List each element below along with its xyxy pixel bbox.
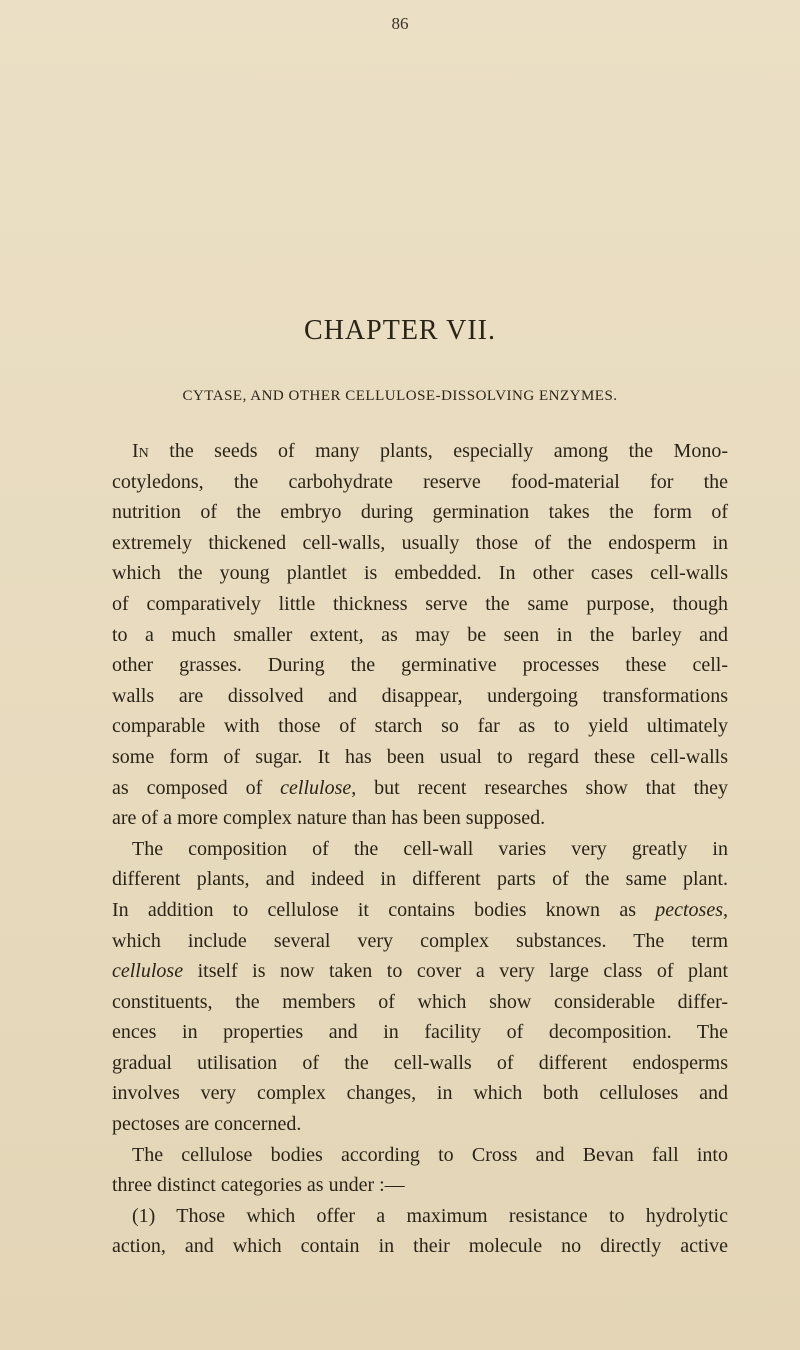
text-line: cellulose itself is now taken to cover a very large class of plant [112,960,728,983]
text-line: three distinct categories as under :— [112,1174,405,1197]
text-line: pectoses are concerned. [112,1113,302,1136]
text-line: other grasses. During the germinative processes these cell- [112,654,728,677]
italic-term: cellulose [112,960,184,983]
text-line: nutrition of the embryo during germination takes the form of [112,501,728,524]
text-line: The cellulose bodies according to Cross and Bevan fall into [132,1143,728,1166]
chapter-subtitle: CYTASE, AND OTHER CELLULOSE-DISSOLVING ENZYMES. [182,388,618,404]
text-line: are of a more complex nature than has been supposed. [112,807,546,830]
body-text [112,436,728,1262]
italic-term: pectoses [655,898,723,921]
text-line: which the young plantlet is embedded. In other cases cell-walls [112,562,728,585]
text-line: (1) Those which offer a maximum resistance to hydrolytic [132,1204,728,1227]
text-line: action, and which contain in their molecule no directly active [112,1235,728,1258]
text-line: constituents, the members of which show considerable differ- [112,990,728,1013]
text-line: ences in properties and in facility of decomposition. The [112,1021,728,1044]
text-line: walls are dissolved and disappear, undergoing transformations [112,684,728,707]
text-line: The composition of the cell-wall varies very greatly in [132,837,728,860]
chapter-heading: CHAPTER VII. [304,315,496,346]
text-line: In the seeds of many plants, especially among the Mono- [132,440,728,462]
text-line: to a much smaller extent, as may be seen in the barley and [112,623,728,646]
text-line: gradual utilisation of the cell-walls of different endosperms [112,1051,728,1074]
text-line: some form of sugar. It has been usual to regard these cell-walls [112,745,728,768]
text-line: involves very complex changes, in which both celluloses and [112,1082,728,1105]
drop-lead-word: In [132,440,149,462]
text-line: cotyledons, the carbohydrate reserve food-material for the [112,470,728,493]
page-number: 86 [391,14,409,33]
text-line: of comparatively little thickness serve the same purpose, though [112,592,728,615]
text-line: comparable with those of starch so far as to yield ultimately [112,715,728,738]
text-line: In addition to cellulose it contains bodies known as pectoses, [112,898,728,921]
italic-term: cellulose [280,776,352,799]
text-line: extremely thickened cell-walls, usually those of the endosperm in [112,531,728,554]
text-line: different plants, and indeed in different parts of the same plant. [112,868,728,891]
text-line: which include several very complex substances. The term [112,929,728,952]
text-line: as composed of cellulose, but recent researches show that they [112,776,728,799]
